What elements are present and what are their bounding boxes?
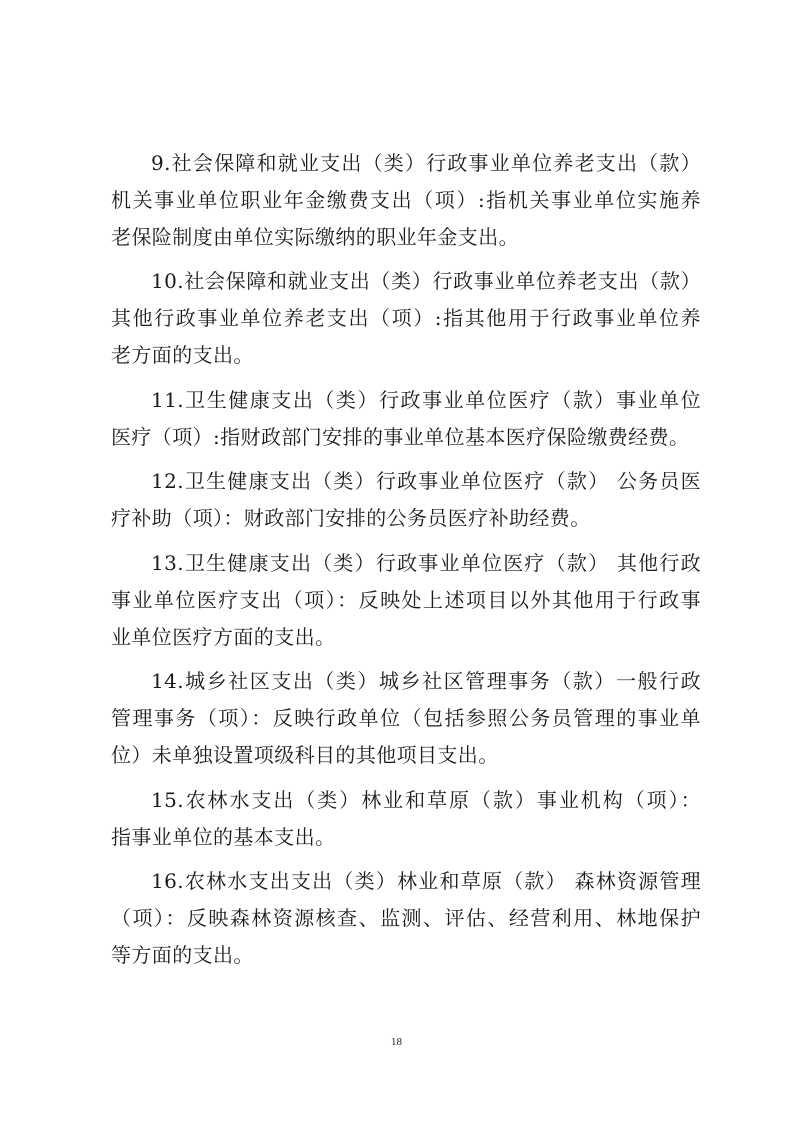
text-line: 11.卫生健康支出（类）行政事业单位医疗（款）事业单位: [151, 387, 701, 412]
text-line: 机关事业单位职业年金缴费支出（项）:指机关事业单位实施养: [111, 187, 701, 212]
body-text: [111, 145, 701, 982]
text-line: 16.农林水支出支出（类）林业和草原（款） 森林资源管理: [151, 869, 701, 894]
text-line: 老保险制度由单位实际缴纳的职业年金支出。: [111, 224, 519, 249]
text-line: 12.卫生健康支出（类）行政事业单位医疗（款） 公务员医: [151, 469, 701, 494]
text-line: 14.城乡社区支出（类）城乡社区管理事务（款）一般行政: [151, 669, 701, 694]
paragraph-13: [111, 545, 701, 655]
paragraph-12: [111, 463, 701, 537]
text-line: 老方面的支出。: [111, 342, 254, 367]
text-line: 管理事务（项）：反映行政单位（包括参照公务员管理的事业单: [111, 706, 701, 731]
paragraph-11: [111, 382, 701, 456]
text-line: （项）：反映森林资源核查、监测、评估、经营利用、林地保护: [111, 906, 701, 931]
text-line: 其他行政事业单位养老支出（项）:指其他用于行政事业单位养: [111, 306, 701, 331]
page-number: 18: [391, 1036, 402, 1048]
text-line: 指事业单位的基本支出。: [111, 824, 336, 849]
text-line: 13.卫生健康支出（类）行政事业单位医疗（款） 其他行政: [151, 550, 701, 575]
text-line: 等方面的支出。: [111, 942, 254, 967]
text-line: 疗补助（项）：财政部门安排的公务员医疗补助经费。: [111, 506, 591, 531]
text-line: 15.农林水支出（类）林业和草原（款）事业机构（项）：: [151, 787, 701, 812]
text-line: 业单位医疗方面的支出。: [111, 624, 336, 649]
paragraph-15: [111, 782, 701, 856]
text-line: 9.社会保障和就业支出（类）行政事业单位养老支出（款）: [151, 151, 701, 175]
text-line: 10.社会保障和就业支出（类）行政事业单位养老支出（款）: [151, 269, 701, 294]
paragraph-9: [111, 145, 701, 255]
text-line: 医疗（项）:指财政部门安排的事业单位基本医疗保险缴费经费。: [111, 424, 690, 449]
paragraph-16: [111, 863, 701, 973]
text-line: 事业单位医疗支出（项）：反映处上述项目以外其他用于行政事: [111, 587, 701, 612]
paragraph-14: [111, 663, 701, 773]
paragraph-10: [111, 263, 701, 373]
text-line: 位）未单独设置项级科目的其他项目支出。: [111, 742, 499, 767]
